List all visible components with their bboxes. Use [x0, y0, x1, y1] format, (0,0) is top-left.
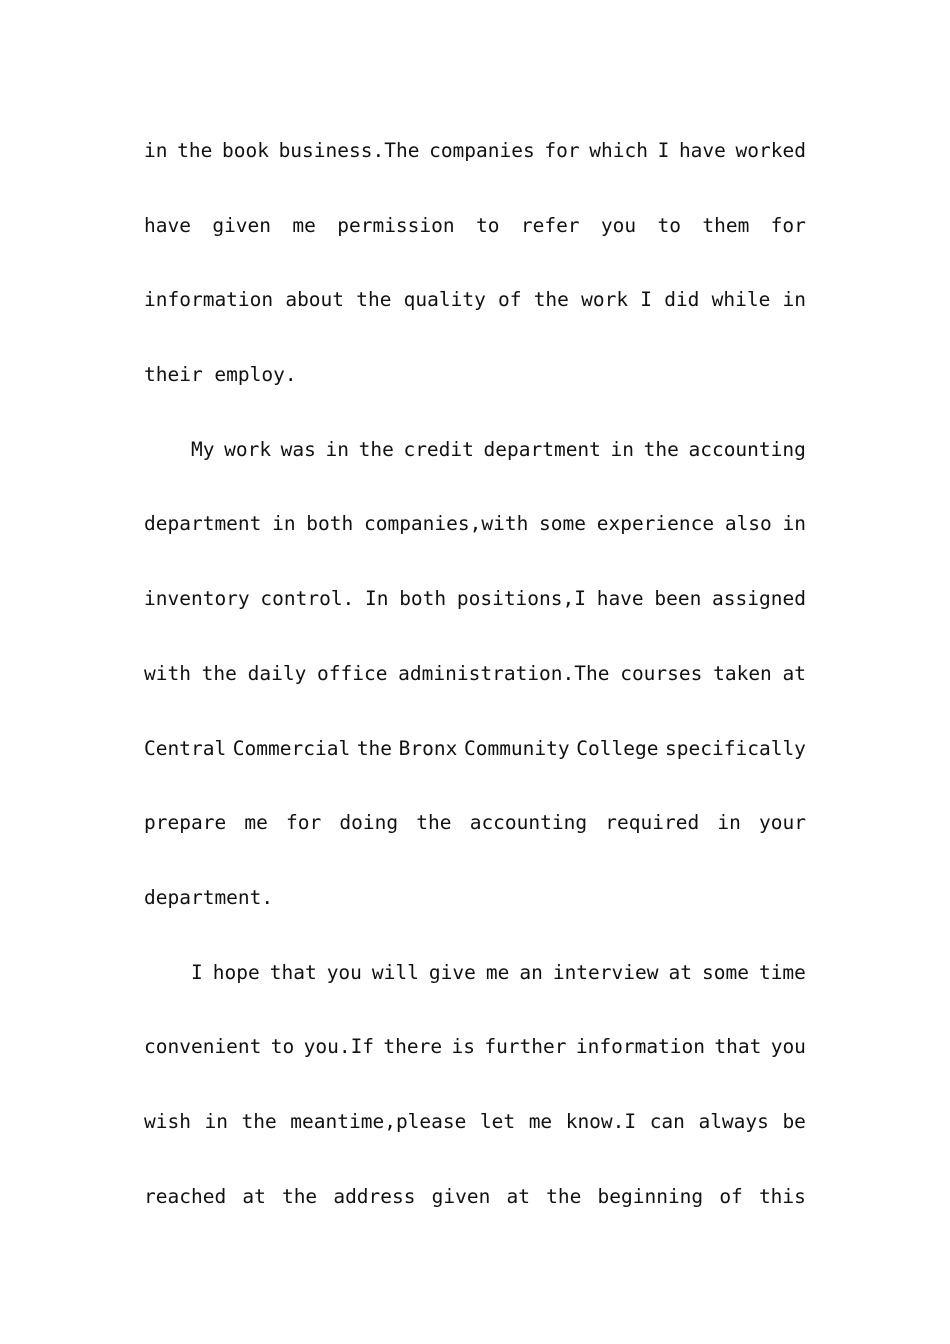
word: the [356, 288, 392, 312]
word: you.If [303, 1035, 375, 1059]
word: in [325, 437, 349, 461]
word: accounting [688, 437, 806, 461]
word: given [212, 213, 272, 237]
word: which [589, 139, 648, 162]
word: inventory [144, 587, 250, 611]
word: Central [144, 736, 227, 760]
word: with [144, 661, 191, 685]
text-line [144, 1160, 806, 1235]
word: further [484, 1035, 567, 1059]
word: Commercial [232, 736, 351, 760]
text-line [144, 263, 806, 338]
word: time [758, 960, 806, 984]
text-line [144, 1010, 806, 1085]
word: reached [144, 1184, 227, 1208]
word: work [581, 288, 629, 312]
word: the [643, 437, 679, 461]
word: always [698, 1109, 769, 1133]
word: information [144, 288, 274, 312]
word: in [782, 512, 806, 536]
word: companies,with [363, 512, 529, 536]
word: been [654, 587, 702, 611]
word: your [759, 811, 806, 835]
text-line-paragraph-start [144, 936, 806, 1011]
word: I [640, 288, 653, 312]
word: to [476, 213, 500, 237]
word: meantime,please [290, 1109, 467, 1133]
word: permission [337, 213, 455, 237]
text-line [144, 487, 806, 562]
text-line [144, 786, 806, 861]
word: the [177, 139, 213, 162]
word: in [782, 288, 806, 312]
word: was [280, 437, 316, 461]
word: work [224, 437, 272, 461]
word: me [485, 960, 510, 984]
word: the [416, 811, 452, 835]
text-line [144, 189, 806, 264]
word: interview [552, 960, 659, 984]
word: about [285, 288, 345, 312]
word: have [144, 213, 191, 237]
text-line-paragraph-end [144, 861, 806, 936]
word: business.The [278, 139, 420, 162]
word: you [600, 213, 637, 237]
word: College [576, 736, 659, 760]
word: know.I [565, 1109, 637, 1133]
word: employ. [214, 363, 297, 387]
text-line [144, 562, 806, 637]
word: in [610, 437, 635, 461]
word: did [664, 288, 700, 312]
word: hope [212, 960, 260, 984]
word: of [719, 1184, 743, 1208]
word: me [528, 1109, 553, 1133]
word: credit [403, 437, 474, 461]
word: assigned [712, 587, 806, 611]
word: in [144, 139, 168, 162]
word: in [204, 1109, 228, 1133]
text-line [144, 712, 806, 787]
word: the [281, 1184, 318, 1208]
word: administration.The [398, 661, 610, 685]
word: some [701, 960, 749, 984]
word: there [383, 1035, 443, 1059]
word: at [242, 1184, 266, 1208]
word: in [717, 811, 741, 835]
word: also [724, 512, 772, 536]
word: me [292, 213, 316, 237]
word: at [782, 661, 806, 685]
text-line-paragraph-start [144, 413, 806, 488]
text-line [144, 1085, 806, 1160]
word: will [371, 960, 419, 984]
word: to [270, 1035, 295, 1059]
word: that [714, 1035, 762, 1059]
word: Community [463, 736, 570, 760]
word: for [286, 811, 322, 835]
word: worked [735, 139, 806, 162]
word: information [575, 1035, 706, 1059]
word: at [506, 1184, 530, 1208]
word: the [358, 437, 394, 461]
word: them [702, 213, 750, 237]
word: can [649, 1109, 685, 1133]
word: wish [144, 1109, 191, 1133]
word: convenient [144, 1035, 262, 1059]
word: me [244, 811, 268, 835]
word: give [428, 960, 476, 984]
word: Bronx [398, 736, 458, 760]
word: for [544, 139, 580, 162]
word: have [596, 587, 644, 611]
word: in [272, 512, 296, 536]
word: let [479, 1109, 516, 1133]
word: book [221, 139, 269, 162]
word: to [657, 213, 681, 237]
word: department [144, 512, 262, 536]
word: at [668, 960, 692, 984]
word: department. [144, 885, 274, 909]
word: this [758, 1184, 806, 1208]
text-line [144, 637, 806, 712]
word: doing [339, 811, 399, 835]
word: I [657, 139, 670, 162]
word: for [770, 213, 806, 237]
text-line-paragraph-end [144, 338, 806, 413]
word: companies [429, 139, 535, 162]
word: that [269, 960, 317, 984]
word: while [711, 288, 771, 312]
word: daily [247, 661, 307, 685]
word: given [431, 1184, 491, 1208]
word: the [241, 1109, 277, 1133]
word: department [483, 437, 601, 461]
word: the [201, 661, 237, 685]
word: prepare [144, 811, 227, 835]
word: you [326, 960, 362, 984]
word: some [539, 512, 587, 536]
word: taken [713, 661, 772, 685]
word: quality [403, 288, 486, 312]
text-line [144, 114, 806, 189]
word: is [451, 1035, 475, 1059]
word: I [191, 960, 203, 984]
word: control. [260, 587, 355, 611]
letter-body [144, 114, 806, 1234]
word: both [306, 512, 354, 536]
word: accounting [469, 811, 588, 835]
word: My [191, 437, 215, 461]
word: refer [520, 213, 580, 237]
word: the [546, 1184, 582, 1208]
word: positions,I [456, 587, 586, 611]
word: the [356, 736, 393, 760]
word: an [519, 960, 543, 984]
word: have [678, 139, 726, 162]
word: address [333, 1184, 416, 1208]
word: courses [620, 661, 703, 685]
word: office [317, 661, 388, 685]
word: specifically [665, 736, 806, 760]
word: In [365, 587, 389, 611]
word: beginning [597, 1184, 704, 1208]
word: the [533, 288, 569, 312]
word: both [399, 587, 447, 611]
word: experience [596, 512, 715, 536]
word: their [144, 363, 203, 387]
word: be [782, 1109, 806, 1133]
word: you [770, 1035, 806, 1059]
word: of [498, 288, 522, 312]
word: required [605, 811, 700, 835]
